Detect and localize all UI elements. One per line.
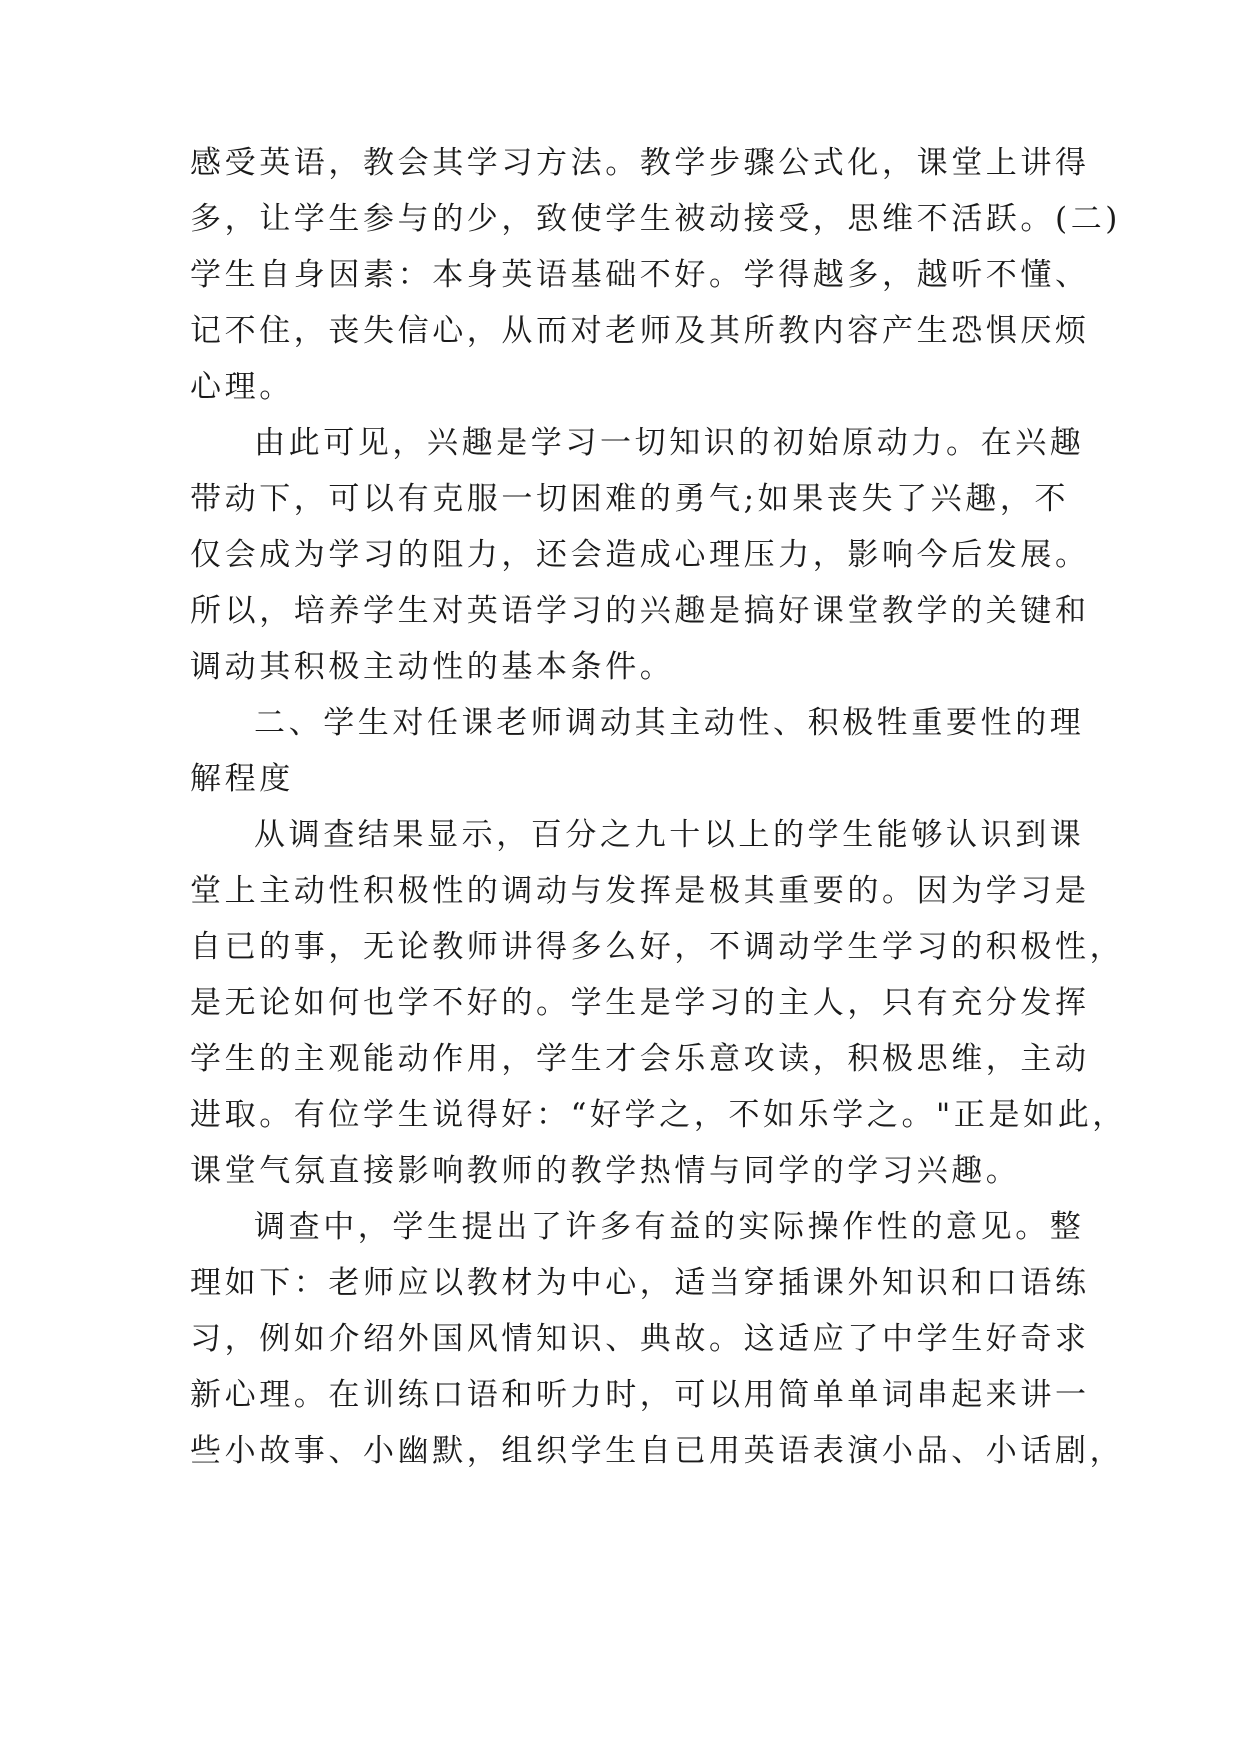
text-line: 所以，培养学生对英语学习的兴趣是搞好课堂教学的关键和 <box>190 593 1090 629</box>
text-line: 仅会成为学习的阻力，还会造成心理压力，影响今后发展。 <box>190 537 1090 573</box>
text-line: 些小故事、小幽默，组织学生自已用英语表演小品、小话剧， <box>190 1433 1125 1469</box>
text-line: 记不住，丧失信心，从而对老师及其所教内容产生恐惧厌烦 <box>190 313 1090 349</box>
text-line: 习，例如介绍外国风情知识、典故。这适应了中学生好奇求 <box>190 1321 1090 1357</box>
text-line: 由此可见，兴趣是学习一切知识的初始原动力。在兴趣 <box>254 425 1085 461</box>
text-line: 是无论如何也学不好的。学生是学习的主人，只有充分发挥 <box>190 985 1090 1021</box>
text-line: 自已的事，无论教师讲得多么好，不调动学生学习的积极性， <box>190 929 1125 965</box>
text-line: 理如下：老师应以教材为中心，适当穿插课外知识和口语练 <box>190 1265 1090 1301</box>
text-line: 堂上主动性积极性的调动与发挥是极其重要的。因为学习是 <box>190 873 1090 909</box>
text-line: 调动其积极主动性的基本条件。 <box>190 649 675 685</box>
text-line: 课堂气氛直接影响教师的教学热情与同学的学习兴趣。 <box>190 1153 1021 1189</box>
text-line: 多，让学生参与的少，致使学生被动接受，思维不活跃。(二) <box>190 201 1121 237</box>
text-line: 心理。 <box>190 369 294 405</box>
section-heading: 二、学生对任课老师调动其主动性、积极牲重要性的理 <box>254 705 1085 741</box>
section-heading-cont: 解程度 <box>190 761 294 797</box>
text-line: 进取。有位学生说得好：“好学之，不如乐学之。"正是如此， <box>190 1097 1127 1133</box>
text-line: 带动下，可以有克服一切困难的勇气;如果丧失了兴趣，不 <box>190 481 1070 517</box>
text-line: 调查中，学生提出了许多有益的实际操作性的意见。整 <box>254 1209 1085 1245</box>
text-line: 从调查结果显示，百分之九十以上的学生能够认识到课 <box>254 817 1085 853</box>
text-line: 感受英语，教会其学习方法。教学步骤公式化，课堂上讲得 <box>190 145 1090 181</box>
text-line: 学生自身因素：本身英语基础不好。学得越多，越听不懂、 <box>190 257 1090 293</box>
text-line: 新心理。在训练口语和听力时，可以用简单单词串起来讲一 <box>190 1377 1090 1413</box>
text-line: 学生的主观能动作用，学生才会乐意攻读，积极思维，主动 <box>190 1041 1090 1077</box>
